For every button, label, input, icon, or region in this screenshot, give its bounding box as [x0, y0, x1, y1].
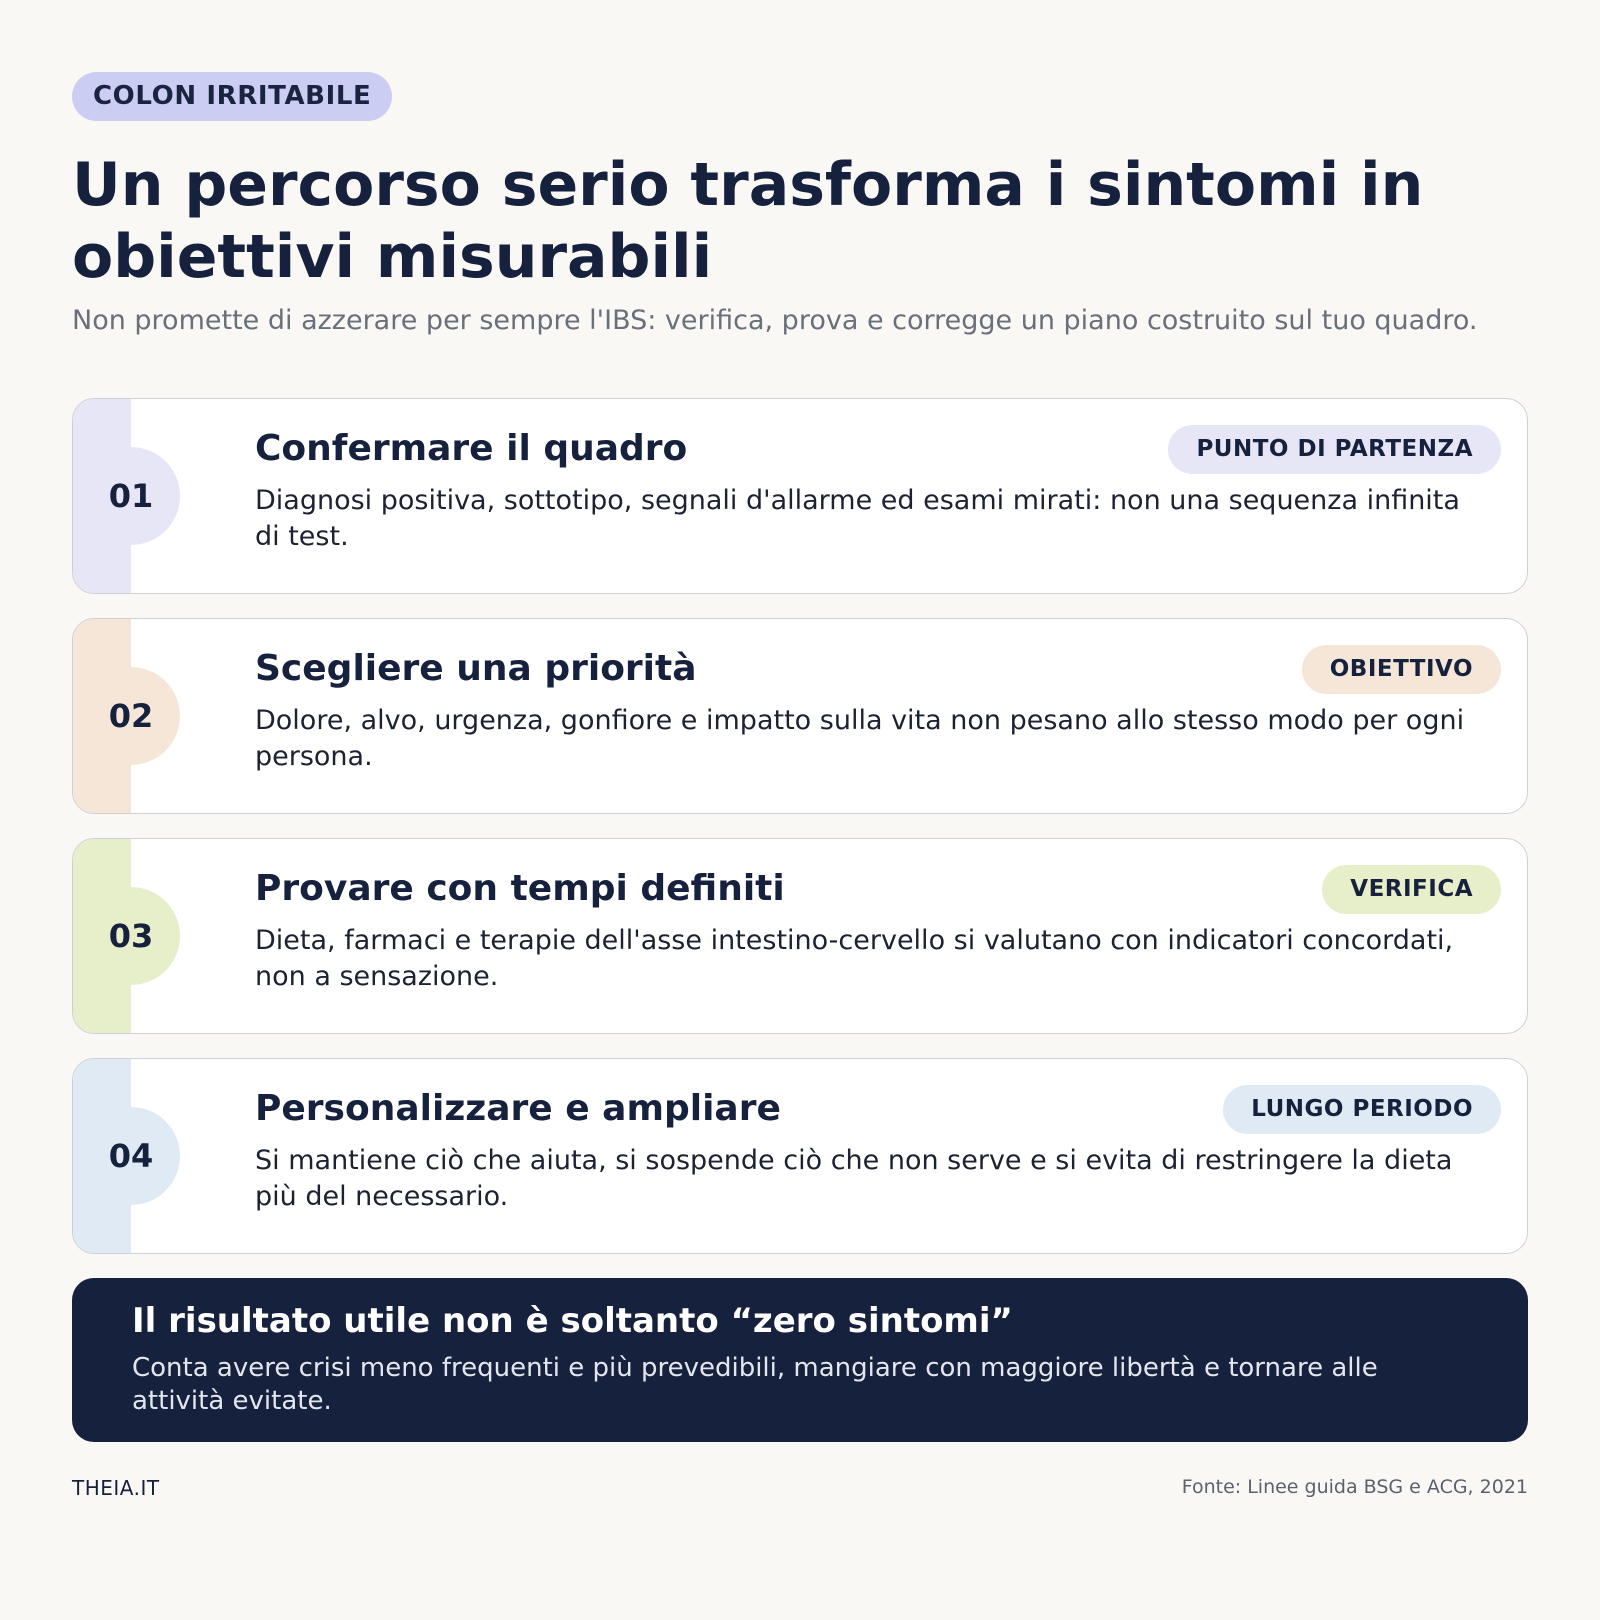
page-subtitle: Non promette di azzerare per sempre l'IBS: verifica, prova e corregge un piano costruito sul tuo quadro. — [72, 305, 1478, 336]
page-title: Un percorso serio trasforma i sintomi in obiettivi misurabili — [72, 150, 1424, 292]
step-description: Si mantiene ciò che aiuta, si sospende ciò che non serve e si evita di restringere la dieta più del necessario. — [255, 1145, 1453, 1212]
step-number-badge: 01 — [82, 447, 180, 545]
step-number-badge: 02 — [82, 667, 180, 765]
step-number-badge: 04 — [82, 1107, 180, 1205]
result-description: Conta avere crisi meno frequenti e più prevedibili, mangiare con maggiore libertà e tornare alle attività evitate. — [132, 1353, 1378, 1416]
infographic — [72, 72, 1528, 1416]
step-tag: PUNTO DI PARTENZA — [1168, 425, 1501, 474]
brand-label: THEIA.IT — [72, 1476, 160, 1500]
category-badge: COLON IRRITABILE — [72, 72, 392, 121]
step-tag: OBIETTIVO — [1302, 645, 1501, 694]
step-tag: LUNGO PERIODO — [1223, 1085, 1501, 1134]
step-title: Provare con tempi definiti — [255, 868, 785, 909]
step-tag: VERIFICA — [1322, 865, 1501, 914]
step-description: Dieta, farmaci e terapie dell'asse intestino-cervello si valutano con indicatori concordati, non a sensazione. — [255, 925, 1454, 992]
step-description: Dolore, alvo, urgenza, gonfiore e impatto sulla vita non pesano allo stesso modo per ogni persona. — [255, 705, 1465, 772]
step-card-1 — [72, 398, 1528, 594]
result-callout — [72, 1278, 1528, 1442]
result-title: Il risultato utile non è soltanto “zero sintomi” — [132, 1301, 1013, 1341]
step-title: Personalizzare e ampliare — [255, 1088, 781, 1129]
step-description: Diagnosi positiva, sottotipo, segnali d'allarme ed esami mirati: non una sequenza infinita di test. — [255, 485, 1460, 552]
step-title: Scegliere una priorità — [255, 648, 697, 689]
step-card-2 — [72, 618, 1528, 814]
source-note: Fonte: Linee guida BSG e ACG, 2021 — [1181, 1476, 1528, 1498]
step-number-badge: 03 — [82, 887, 180, 985]
step-title: Confermare il quadro — [255, 428, 688, 469]
step-card-3 — [72, 838, 1528, 1034]
step-card-4 — [72, 1058, 1528, 1254]
